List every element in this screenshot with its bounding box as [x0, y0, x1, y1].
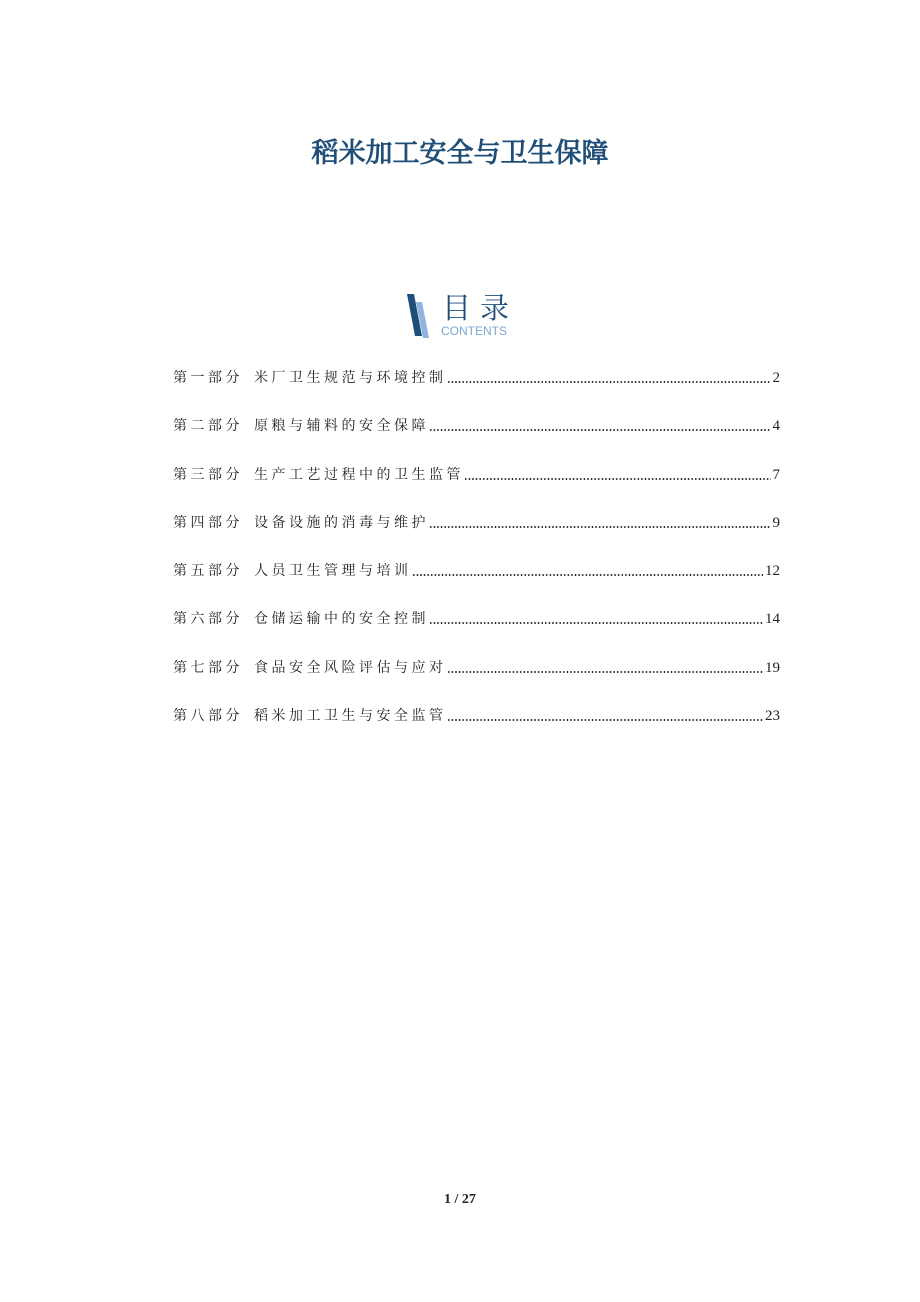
toc-entry-part-2[interactable] — [173, 414, 780, 438]
toc-entry-part-8[interactable] — [173, 704, 780, 728]
toc-entry-part: 第七部分 — [173, 659, 243, 676]
dot-leader — [464, 477, 771, 481]
dot-leader — [412, 573, 764, 577]
toc-entry-title: 食品安全风险评估与应对 — [254, 659, 447, 676]
toc-heading-subtitle: CONTENTS — [441, 324, 507, 338]
dot-leader — [429, 621, 763, 625]
toc-entry-title: 生产工艺过程中的卫生监管 — [254, 466, 464, 483]
toc-heading-title: 目录 — [442, 291, 519, 325]
toc-entry-part: 第八部分 — [173, 708, 243, 725]
toc-entry-page: 2 — [772, 370, 780, 386]
slanted-bars-icon — [405, 294, 431, 338]
toc-entry-part-7[interactable] — [173, 656, 780, 680]
dot-leader — [447, 670, 764, 674]
toc-entry-part: 第五部分 — [173, 563, 243, 580]
dot-leader — [429, 525, 771, 529]
toc-entry-part-6[interactable] — [173, 607, 780, 631]
dot-leader — [429, 428, 771, 432]
toc-entry-part: 第三部分 — [173, 466, 243, 483]
toc-entry-title: 人员卫生管理与培训 — [254, 563, 412, 580]
toc-entry-page: 7 — [772, 466, 780, 483]
toc-entry-part-5[interactable] — [173, 559, 780, 583]
dot-leader — [447, 718, 764, 722]
toc-entry-part: 第二部分 — [173, 418, 243, 435]
toc-entry-page: 4 — [772, 418, 780, 435]
toc-entry-page: 23 — [765, 708, 780, 725]
toc-entry-title: 稻米加工卫生与安全监管 — [254, 708, 447, 725]
toc-entry-page: 9 — [772, 514, 780, 531]
toc-entry-title: 米厂卫生规范与环境控制 — [254, 370, 447, 386]
toc-entry-title: 设备设施的消毒与维护 — [254, 514, 429, 531]
toc-entry-title: 仓储运输中的安全控制 — [254, 611, 429, 628]
toc-entry-part-4[interactable] — [173, 511, 780, 535]
toc-entry-page: 12 — [765, 563, 780, 580]
toc-entry-part-1[interactable] — [173, 366, 780, 390]
table-of-contents — [173, 366, 780, 752]
toc-entry-part-3[interactable] — [173, 463, 780, 487]
toc-heading — [405, 292, 545, 342]
toc-entry-part: 第四部分 — [173, 514, 243, 531]
toc-entry-part: 第一部分 — [173, 370, 243, 386]
toc-entry-page: 19 — [765, 659, 780, 676]
toc-entry-page: 14 — [765, 611, 780, 628]
document-title: 稻米加工安全与卫生保障 — [311, 138, 609, 170]
toc-entry-title: 原粮与辅料的安全保障 — [254, 418, 429, 435]
dot-leader — [447, 380, 771, 384]
page-number: 1 / 27 — [444, 1192, 476, 1207]
toc-entry-part: 第六部分 — [173, 611, 243, 628]
